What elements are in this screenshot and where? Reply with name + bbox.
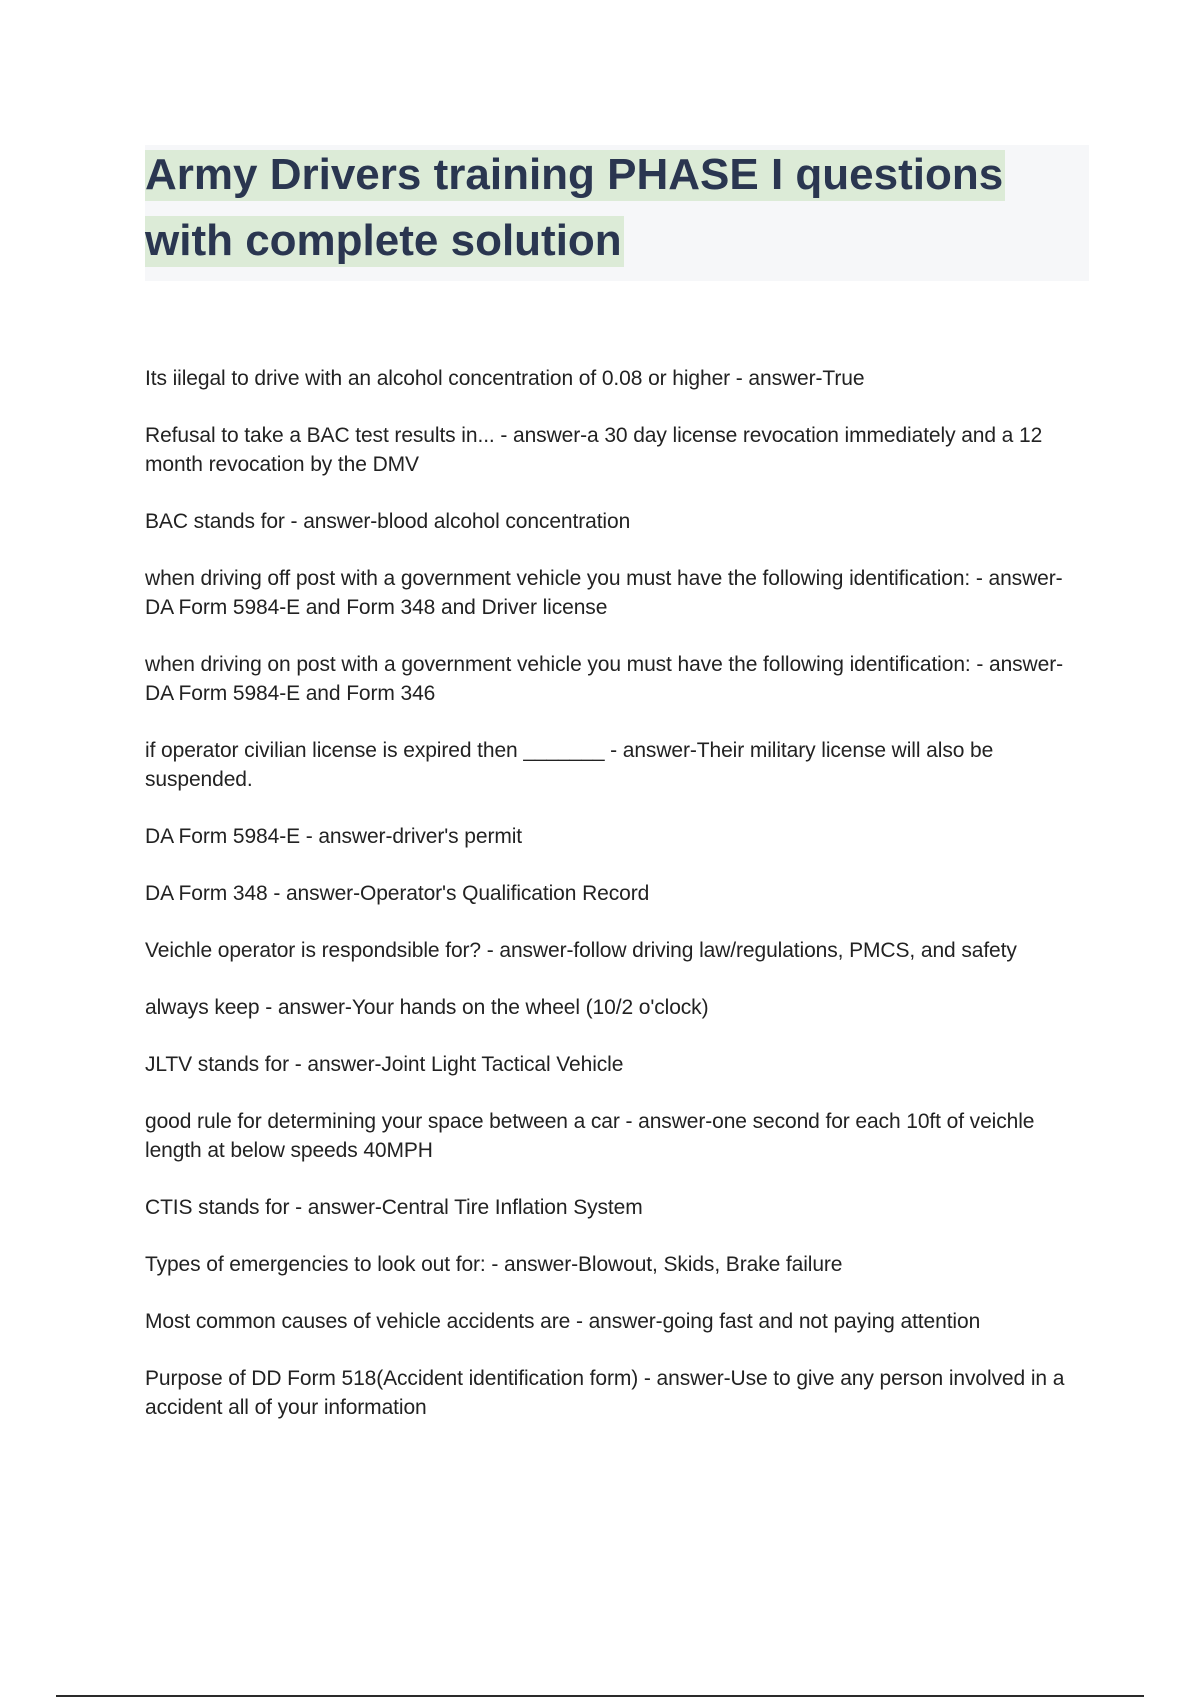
qa-item: BAC stands for - answer-blood alcohol concentration — [145, 510, 631, 533]
qa-item: Refusal to take a BAC test results in... - answer-a 30 day license revocation immediately and a 12 month revocation by the DMV — [145, 424, 1043, 476]
qa-item: Its iilegal to drive with an alcohol concentration of 0.08 or higher - answer-True — [145, 367, 865, 390]
qa-item: good rule for determining your space between a car - answer-one second for each 10ft of veichle length at below speeds 40MPH — [145, 1110, 1035, 1162]
qa-item: JLTV stands for - answer-Joint Light Tactical Vehicle — [145, 1053, 624, 1076]
qa-item: Veichle operator is respondsible for? - answer-follow driving law/regulations, PMCS, and safety — [145, 939, 1017, 962]
title-highlight: Army Drivers training PHASE I questions with complete solution — [145, 150, 1004, 265]
qa-item: Most common causes of vehicle accidents are - answer-going fast and not paying attention — [145, 1310, 981, 1333]
page-title — [145, 142, 1045, 274]
footer-divider — [56, 1695, 1144, 1697]
qa-item: Purpose of DD Form 518(Accident identification form) - answer-Use to give any person involved in a accident all of your information — [145, 1367, 1065, 1419]
qa-item: always keep - answer-Your hands on the wheel (10/2 o'clock) — [145, 996, 709, 1019]
qa-item: when driving off post with a government vehicle you must have the following identification: - answer-DA Form 5984-E and Form 348 and Driver license — [145, 567, 1063, 619]
qa-item: if operator civilian license is expired then _______ - answer-Their military license will also be suspended. — [145, 739, 994, 791]
qa-item: Types of emergencies to look out for: - answer-Blowout, Skids, Brake failure — [145, 1253, 843, 1276]
qa-item: CTIS stands for - answer-Central Tire Inflation System — [145, 1196, 643, 1219]
qa-item: DA Form 348 - answer-Operator's Qualification Record — [145, 882, 650, 905]
qa-item: DA Form 5984-E - answer-driver's permit — [145, 825, 523, 848]
qa-list — [145, 364, 1090, 1450]
qa-item: when driving on post with a government vehicle you must have the following identification: - answer-DA Form 5984-E and Form 346 — [145, 653, 1063, 705]
